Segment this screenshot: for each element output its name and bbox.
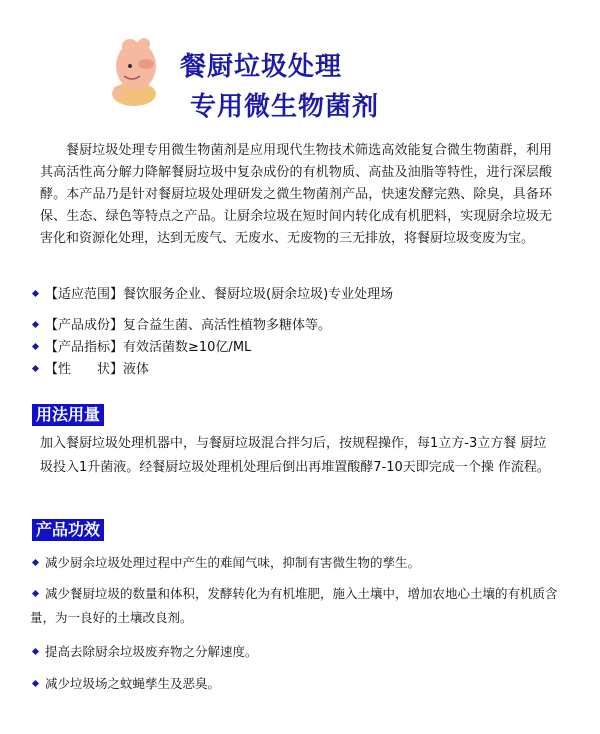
intro-paragraph: 餐厨垃圾处理专用微生物菌剂是应用现代生物技术筛选高效能复合微生物菌群，利用其高活性高分解力降解餐厨垃圾中复杂成份的有机物质、高盐及油脂等特性，进行深层酸酵。本产品乃是针对餐厨垃圾处理研发之微生物菌剂产品，快速发酵完熟、除臭，具备环保、生态、绿色等特点之产品。让厨余垃圾在短时间内转化成有机肥料，实现厨余垃圾无害化和资源化处理，达到无废气、无废水、无废物的三无排放，将餐厨垃圾变废为宝。 — [40, 143, 552, 246]
bullet-diamond-icon — [32, 343, 39, 350]
effect-item: 减少餐厨垃圾的数量和体积，发酵转化为有机堆肥，施入土壤中，增加农地心土壤的有机质含量，为一良好的土壤改良剂。 — [30, 586, 558, 625]
spec-form — [30, 360, 149, 380]
chef-mascot-illustration — [100, 36, 170, 108]
spec-scope — [30, 285, 393, 305]
bullet-diamond-icon — [32, 648, 39, 655]
effect-item: 减少垃圾场之蚊蝇孳生及恶臭。 — [30, 672, 560, 696]
effects-heading: 产品功效 — [32, 519, 104, 541]
spec-form-text: 【性 状】液体 — [45, 362, 150, 377]
effect-item: 提高去除厨余垃圾废弃物之分解速度。 — [30, 640, 560, 664]
spec-ingredients — [30, 316, 331, 336]
spec-indicator — [30, 338, 251, 358]
bullet-diamond-icon — [32, 590, 39, 597]
effect-item: 减少厨余垃圾处理过程中产生的难闻气味，抑制有害微生物的孳生。 — [30, 551, 560, 575]
title-line-1: 餐厨垃圾处理 — [180, 52, 343, 82]
spec-indicator-text: 【产品指标】有效活菌数≥10亿/ML — [45, 340, 252, 355]
bullet-diamond-icon — [32, 680, 39, 687]
usage-heading: 用法用量 — [32, 404, 104, 426]
spec-scope-text: 【适应范围】餐饮服务企业、餐厨垃圾(厨余垃圾)专业处理场 — [45, 287, 394, 302]
usage-paragraph: 加入餐厨垃圾处理机器中，与餐厨垃圾混合拌匀后，按规程操作，每1立方-3立方餐 厨垃圾投入1升菌液。经餐厨垃圾处理机处理后倒出再堆置酸酵7-10天即完成一个操 作流程。 — [40, 436, 550, 475]
bullet-diamond-icon — [32, 321, 39, 328]
title-line-2: 专用微生物菌剂 — [190, 92, 380, 122]
bullet-diamond-icon — [32, 365, 39, 372]
spec-ingredients-text: 【产品成份】复合益生菌、高活性植物多糖体等。 — [45, 318, 332, 333]
bullet-diamond-icon — [32, 559, 39, 566]
bullet-diamond-icon — [32, 290, 39, 297]
